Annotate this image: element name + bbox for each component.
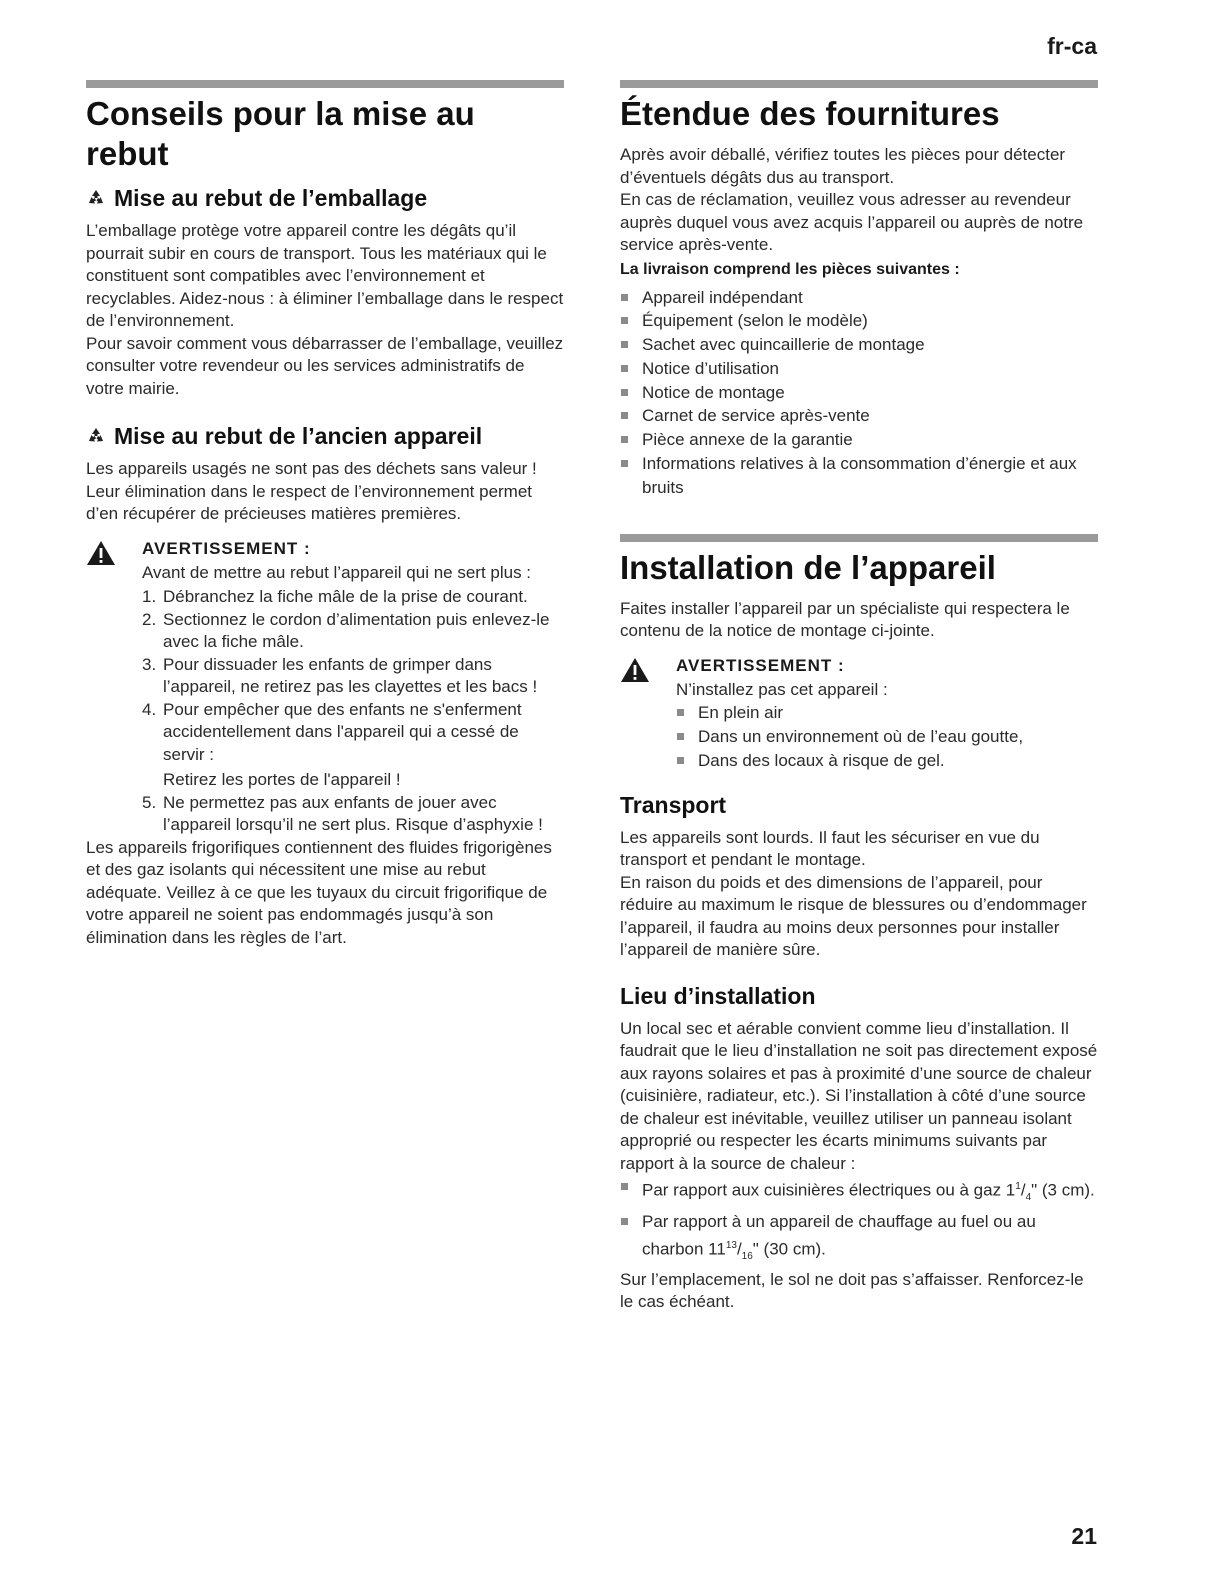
fraction-numerator: 1 (1015, 1181, 1021, 1193)
disposal-warning (86, 538, 564, 837)
list-item-text: Appareil indépendant (642, 287, 803, 307)
step-number: 1. (142, 587, 157, 606)
list-item (620, 1210, 1100, 1269)
list-item (620, 357, 1100, 381)
list-item (142, 792, 564, 837)
list-item (620, 428, 1100, 452)
list-item-text: Pièce annexe de la garantie (642, 430, 853, 450)
step-text: Pour empêcher que des enfants ne s'enferment accidentellement dans l'appareil qui a cessé de servir : (163, 699, 522, 764)
list-item-text: Sachet avec quincaillerie de montage (642, 335, 925, 355)
list-item (676, 749, 1100, 773)
step-subtext: Retirez les portes de l'appareil ! (163, 770, 401, 789)
packaging-heading (86, 184, 564, 212)
distance-list (620, 1175, 1100, 1268)
warning-icon (620, 657, 650, 683)
bullet-icon (621, 436, 628, 443)
step-number: 2. (142, 609, 157, 629)
bullet-icon (621, 341, 628, 348)
list-item-text: Carnet de service après-vente (642, 406, 870, 426)
installation-title: Installation de l’appareil (620, 548, 996, 586)
language-code: fr-ca (1047, 33, 1097, 59)
bullet-icon (621, 317, 628, 324)
list-item-text: Équipement (selon le modèle) (642, 311, 868, 331)
fraction-slash: / (736, 1239, 742, 1259)
step-text: Ne permettez pas aux enfants de jouer avec l’appareil lorsqu’il ne sert plus. Risque d’asphyxie ! (163, 792, 543, 834)
left-column (86, 80, 564, 949)
spacer (620, 962, 1100, 982)
list-item-text: Par rapport aux cuisinières électriques ou à gaz 1 (642, 1180, 1016, 1200)
disposal-closing: Les appareils frigorifiques contiennent des fluides frigorigènes et des gaz isolants qui nécessitent une mise au rebut adéquate. Veillez à ce que les tuyaux du circuit frigorifique de votre appareil ne soient pas endommagés jusqu’à son élimination dans les règles de l’art. (86, 837, 552, 947)
fraction-denominator: 16 (741, 1250, 753, 1262)
list-item (620, 381, 1100, 405)
spacer (86, 400, 564, 422)
step-text: Débranchez la fiche mâle de la prise de courant. (163, 587, 528, 606)
list-item-text: Dans des locaux à risque de gel. (698, 750, 945, 770)
bullet-icon (677, 733, 684, 740)
warning-title: AVERTISSEMENT : (142, 538, 311, 558)
list-item (620, 286, 1100, 310)
step-text: Pour dissuader les enfants de grimper dans l’appareil, ne retirez pas les clayettes et les bacs ! (163, 654, 538, 696)
list-item-text: En plein air (698, 703, 784, 723)
section-rule (86, 80, 564, 88)
list-item (620, 404, 1100, 428)
bullet-icon (621, 389, 628, 396)
step-number: 5. (142, 792, 157, 812)
installation-restrictions (676, 701, 1100, 772)
old-appliance-heading (86, 422, 564, 450)
location-heading: Lieu d’installation (620, 982, 816, 1009)
spacer (620, 773, 1100, 791)
list-item-text: " (3 cm). (1031, 1180, 1095, 1200)
supply-title: Étendue des fournitures (620, 95, 1000, 132)
list-item (676, 725, 1100, 749)
warning-title: AVERTISSEMENT : (676, 655, 845, 675)
supply-list (620, 286, 1100, 500)
list-item-text: Dans un environnement où de l’eau goutte, (698, 726, 1024, 746)
transport-para-2: En raison du poids et des dimensions de l’appareil, pour réduire au maximum le risque de blessures ou d’endommager l’appareil, il faudra au moins deux personnes pour installer l’appareil de manière sûre. (620, 872, 1087, 960)
bullet-icon (621, 294, 628, 301)
list-item-text: Notice d’utilisation (642, 358, 780, 378)
warning-intro: N’installez pas cet appareil : (676, 679, 888, 699)
location-para: Un local sec et aérable convient comme lieu d’installation. Il faudrait que le lieu d’installation ne soit pas directement exposé aux rayons solaires et pas à proximité d’une source de chaleur (cuisinière, radiateur, etc.). Si l’installation à côté d’une source de chaleur est inévitable, veuillez utiliser un panneau isolant approprié ou respecter les écarts minimums suivants par rapport à la source de chaleur : (620, 1018, 1098, 1173)
bullet-icon (621, 460, 628, 467)
list-item (676, 701, 1100, 725)
spacer (620, 500, 1100, 534)
supply-para-1: Après avoir déballé, vérifiez toutes les pièces pour détecter d’éventuels dégâts dus au transport. (620, 145, 1066, 187)
list-item (620, 333, 1100, 357)
transport-para-1: Les appareils sont lourds. Il faut les sécuriser en vue du transport et pendant le montage. (620, 827, 1040, 870)
step-number: 3. (142, 654, 157, 674)
recycle-icon (86, 188, 106, 208)
list-item (620, 1175, 1100, 1210)
list-item-text: Informations relatives à la consommation d’énergie et aux bruits (642, 454, 1077, 497)
supply-para-2: En cas de réclamation, veuillez vous adresser au revendeur auprès duquel vous avez acquis l’appareil ou auprès de notre service après-vente. (620, 190, 1084, 254)
old-appliance-para: Les appareils usagés ne sont pas des déchets sans valeur ! Leur élimination dans le respect de l’environnement permet d’en récupérer de précieuses matières premières. (86, 459, 537, 523)
step-number: 4. (142, 699, 157, 719)
packaging-heading-text: Mise au rebut de l’emballage (114, 185, 428, 211)
list-item (142, 586, 564, 609)
installation-warning (620, 655, 1100, 773)
list-item (142, 654, 564, 699)
bullet-icon (621, 365, 628, 372)
list-item-text: Par rapport à un appareil de chauffage au fuel ou au charbon 11 (642, 1211, 1036, 1259)
recycle-icon (86, 426, 106, 446)
packaging-para-1: L’emballage protège votre appareil contre les dégâts qu’il pourrait subir en cours de transport. Tous les matériaux qui le constituent sont compatibles avec l’environnement et recyclables. Aidez-nous : à éliminer l’emballage dans le respect de l’environnement. (86, 221, 564, 330)
page-number: 21 (1071, 1523, 1097, 1549)
list-item (620, 309, 1100, 333)
list-item (142, 609, 564, 654)
disposal-steps (142, 586, 564, 837)
list-item (620, 452, 1100, 500)
list-item-text: " (30 cm). (752, 1239, 826, 1259)
list-item (142, 699, 564, 792)
bullet-icon (621, 412, 628, 419)
old-appliance-heading-text: Mise au rebut de l’ancien appareil (114, 423, 483, 449)
transport-heading: Transport (620, 791, 727, 818)
disposal-title: Conseils pour la mise au rebut (86, 95, 475, 172)
supply-list-heading: La livraison comprend les pièces suivantes : (620, 260, 960, 278)
section-rule (620, 80, 1098, 88)
right-column (620, 80, 1100, 1314)
section-rule (620, 534, 1098, 542)
warning-intro: Avant de mettre au rebut l’appareil qui ne sert plus : (142, 562, 532, 582)
bullet-icon (621, 1218, 628, 1225)
location-closing: Sur l’emplacement, le sol ne doit pas s’affaisser. Renforcez-le le cas échéant. (620, 1269, 1084, 1312)
step-text: Sectionnez le cordon d’alimentation puis enlevez-le avec la fiche mâle. (163, 609, 550, 651)
warning-icon (86, 540, 116, 566)
bullet-icon (677, 709, 684, 716)
list-item-text: Notice de montage (642, 382, 785, 402)
fraction-numerator: 13 (725, 1239, 737, 1251)
bullet-icon (677, 757, 684, 764)
packaging-para-2: Pour savoir comment vous débarrasser de l’emballage, veuillez consulter votre revendeur ou les services administratifs de votre mairie. (86, 333, 564, 398)
installation-para: Faites installer l’appareil par un spécialiste qui respectera le contenu de la notice de montage ci-jointe. (620, 598, 1070, 641)
fraction-slash: / (1020, 1180, 1026, 1200)
bullet-icon (621, 1183, 628, 1190)
fraction-denominator: 4 (1025, 1192, 1032, 1204)
